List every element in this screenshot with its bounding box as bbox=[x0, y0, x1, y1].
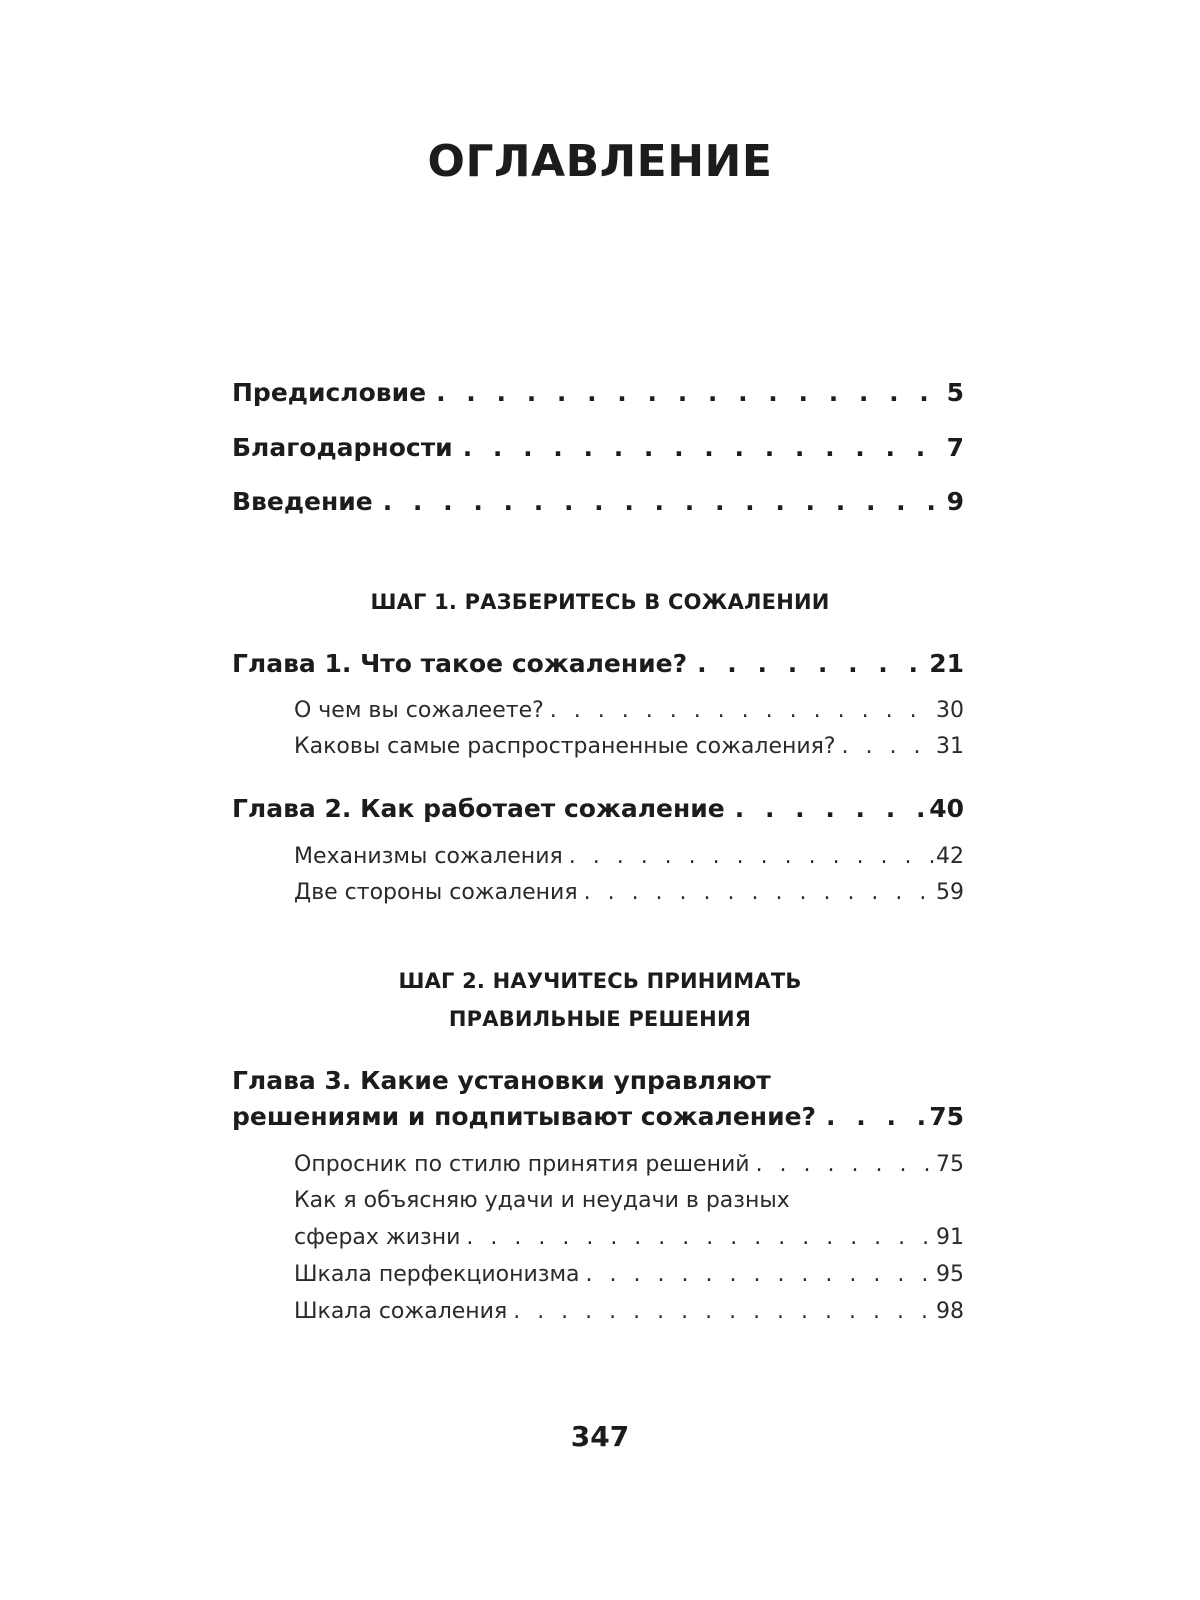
toc-entry-chapter-1[interactable] bbox=[232, 648, 964, 680]
toc-entry-preface[interactable] bbox=[232, 377, 964, 409]
toc-entry-label: Две стороны сожаления bbox=[294, 880, 578, 905]
dot-leader bbox=[563, 842, 936, 872]
toc-entry-page: 91 bbox=[936, 1225, 964, 1250]
dot-leader bbox=[836, 732, 936, 762]
page-title: ОГЛАВЛЕНИЕ bbox=[427, 136, 773, 187]
dot-leader bbox=[725, 793, 929, 825]
dot-leader bbox=[507, 1297, 936, 1327]
toc-entry-page: 75 bbox=[936, 1152, 964, 1177]
toc-entry-label: Шкала перфекционизма bbox=[294, 1262, 580, 1287]
toc-subentry[interactable] bbox=[294, 732, 964, 762]
toc-entry-acknowledgements[interactable] bbox=[232, 432, 964, 464]
dot-leader bbox=[580, 1260, 936, 1290]
toc-entry-page: 42 bbox=[936, 844, 964, 869]
toc-entry-label: Каковы самые распространенные сожаления? bbox=[294, 734, 836, 759]
toc-entry-page: 5 bbox=[946, 378, 964, 407]
section-heading-step-2-line2: ПРАВИЛЬНЫЕ РЕШЕНИЯ bbox=[448, 1007, 752, 1031]
toc-entry-label: О чем вы сожалеете? bbox=[294, 698, 544, 723]
dot-leader bbox=[687, 648, 929, 680]
section-heading-step-1: ШАГ 1. РАЗБЕРИТЕСЬ В СОЖАЛЕНИИ bbox=[370, 590, 830, 614]
page-number: 347 bbox=[570, 1420, 630, 1453]
toc-subentry[interactable] bbox=[294, 878, 964, 908]
dot-leader bbox=[544, 696, 936, 726]
toc-entry-page: 95 bbox=[936, 1262, 964, 1287]
toc-subentry[interactable] bbox=[294, 842, 964, 872]
toc-subentry[interactable] bbox=[294, 1150, 964, 1180]
toc-entry-label: Глава 1. Что такое сожаление? bbox=[232, 649, 688, 678]
dot-leader bbox=[426, 377, 947, 409]
toc-entry-label: Шкала сожаления bbox=[294, 1299, 508, 1324]
toc-entry-label: Предисловие bbox=[232, 378, 427, 407]
toc-entry-page: 59 bbox=[936, 880, 964, 905]
dot-leader bbox=[578, 878, 936, 908]
toc-entry-label: Введение bbox=[232, 487, 373, 516]
table-of-contents bbox=[232, 0, 964, 1600]
dot-leader bbox=[816, 1101, 929, 1133]
toc-entry-page: 21 bbox=[929, 649, 964, 678]
toc-entry-introduction[interactable] bbox=[232, 486, 964, 518]
toc-entry-label: сферах жизни bbox=[294, 1225, 461, 1250]
toc-entry-page: 40 bbox=[929, 794, 964, 823]
toc-subentry-line1[interactable]: Как я объясняю удачи и неудачи в разных bbox=[294, 1188, 790, 1213]
toc-entry-chapter-3-line1[interactable]: Глава 3. Какие установки управляют bbox=[232, 1066, 771, 1095]
toc-entry-page: 31 bbox=[936, 734, 964, 759]
toc-entry-page: 30 bbox=[936, 698, 964, 723]
toc-entry-label: решениями и подпитывают сожаление? bbox=[232, 1102, 817, 1131]
toc-subentry[interactable] bbox=[294, 1223, 964, 1253]
toc-subentry[interactable] bbox=[294, 1297, 964, 1327]
dot-leader bbox=[750, 1150, 936, 1180]
toc-subentry[interactable] bbox=[294, 1260, 964, 1290]
toc-entry-label: Механизмы сожаления bbox=[294, 844, 563, 869]
toc-entry-page: 7 bbox=[946, 433, 964, 462]
toc-entry-label: Благодарности bbox=[232, 433, 453, 462]
dot-leader bbox=[453, 432, 947, 464]
toc-entry-label: Опросник по стилю принятия решений bbox=[294, 1152, 750, 1177]
toc-entry-page: 9 bbox=[946, 487, 964, 516]
toc-entry-page: 98 bbox=[936, 1299, 964, 1324]
dot-leader bbox=[373, 486, 947, 518]
toc-entry-chapter-2[interactable] bbox=[232, 793, 964, 825]
toc-entry-chapter-3[interactable] bbox=[232, 1101, 964, 1133]
section-heading-step-2-line1: ШАГ 2. НАУЧИТЕСЬ ПРИНИМАТЬ bbox=[398, 969, 802, 993]
dot-leader bbox=[460, 1223, 936, 1253]
toc-subentry[interactable] bbox=[294, 696, 964, 726]
toc-entry-label: Глава 2. Как работает сожаление bbox=[232, 794, 725, 823]
toc-entry-page: 75 bbox=[929, 1102, 964, 1131]
